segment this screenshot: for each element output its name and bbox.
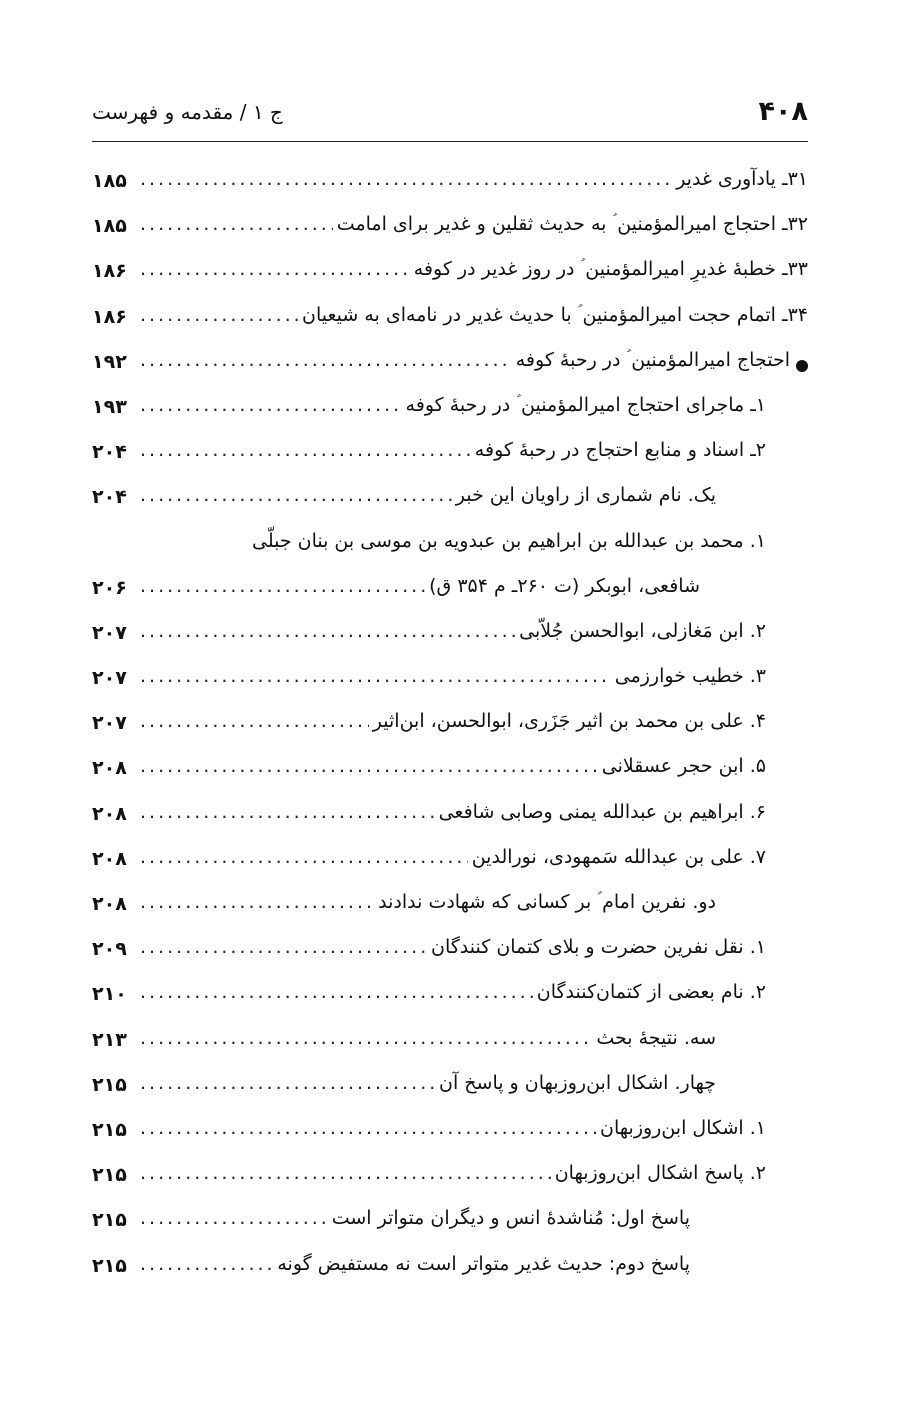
toc-title: شافعی، ابوبکر (ت ۲۶۰ـ م ۳۵۴ ق) (429, 574, 700, 597)
toc-page-number: ۲۰۶ (92, 576, 127, 599)
toc-title: ۱. محمد بن عبدالله بن ابراهیم بن عبدویه بن موسی بن بنان جبلّی (251, 529, 766, 552)
toc-page-number: ۲۱۵ (92, 1073, 127, 1096)
toc-entry[interactable] (92, 480, 808, 525)
toc-page-number: ۲۰۸ (92, 893, 127, 915)
toc-entry[interactable] (92, 751, 808, 796)
toc-title: ۵. ابن حجر عسقلانی (601, 755, 766, 778)
leader-dots (140, 981, 533, 1003)
toc-title: ۳۱ـ یادآوری غدیر (676, 168, 808, 190)
header-rule (92, 141, 808, 142)
toc-title: ۱ـ ماجرای احتجاج امیرالمؤمنین ؑ در رحبۀ کوفه (405, 393, 766, 416)
toc-entry[interactable] (92, 254, 808, 299)
leader-dots (140, 801, 435, 823)
toc-entry-first-line[interactable] (92, 526, 808, 571)
leader-dots (140, 304, 298, 326)
table-of-contents (92, 164, 808, 1294)
leader-dots (140, 1253, 273, 1275)
toc-title: ۳۲ـ احتجاج امیرالمؤمنین ؑ به حدیث ثقلین و غدیر برای امامت (336, 213, 808, 236)
toc-entry[interactable] (92, 164, 808, 209)
running-title: ج ۱ / مقدمه و فهرست (92, 100, 283, 124)
toc-title: ۱. اشکال ابن‌روزبهان (600, 1116, 766, 1139)
toc-title: چهار. اشکال ابن‌روزبهان و پاسخ آن (438, 1071, 716, 1094)
toc-page-number: ۲۱۵ (92, 1118, 127, 1141)
toc-title: پاسخ اول: مُناشدۀ انس و دیگران متواتر است (331, 1207, 690, 1230)
toc-title: ۶. ابراهیم بن عبدالله یمنی وصابی شافعی (438, 800, 766, 823)
toc-page-number: ۲۱۵ (92, 1164, 127, 1187)
leader-dots (140, 891, 374, 913)
leader-dots (140, 1162, 551, 1184)
bullet-icon (796, 360, 808, 372)
toc-page-number: ۲۰۸ (92, 802, 127, 825)
toc-title: ۳. خطیب خوارزمی (614, 665, 766, 688)
toc-title: ۲. نام بعضی از کتمان‌کنندگان (536, 981, 766, 1004)
toc-title: ۳۳ـ خطبۀ غدیرِ امیرالمؤمنین ؑ در روز غدیر در کوفه (413, 258, 808, 281)
toc-title: یک. نام شماری از راویان این خبر (455, 484, 716, 507)
toc-page-number: ۲۰۴ (92, 486, 127, 509)
toc-page-number: ۲۰۸ (92, 847, 127, 870)
toc-page-number: ۱۹۳ (92, 395, 127, 418)
toc-page-number: ۲۰۹ (92, 938, 127, 961)
toc-page-number: ۱۸۶ (92, 260, 127, 283)
leader-dots (140, 349, 512, 371)
leader-dots (140, 755, 598, 777)
toc-title: ۳۴ـ اتمام حجت امیرالمؤمنین ؑ با حدیث غدیر در نامه‌ای به شیعیان (302, 303, 808, 326)
toc-entry[interactable] (92, 209, 808, 254)
toc-page-number: ۱۹۲ (92, 350, 127, 373)
toc-entry[interactable] (92, 616, 808, 661)
toc-title: پاسخ دوم: حدیث غدیر متواتر است نه مستفیض گونه (277, 1252, 690, 1275)
toc-title: ۲. پاسخ اشکال ابن‌روزبهان (554, 1162, 766, 1185)
leader-dots (140, 1072, 435, 1094)
toc-entry[interactable] (92, 797, 808, 842)
toc-entry[interactable] (92, 1203, 808, 1248)
leader-dots (140, 575, 425, 597)
toc-entry[interactable] (92, 932, 808, 977)
toc-page-number: ۲۱۵ (92, 1209, 127, 1232)
leader-dots (140, 710, 369, 732)
page-number: ۴۰۸ (758, 96, 808, 127)
leader-dots (140, 439, 471, 461)
toc-title: ۴. علی بن محمد بن اثیر جَزَری، ابوالحسن، ابن‌اثیر (372, 710, 766, 733)
leader-dots (140, 168, 672, 190)
leader-dots (140, 665, 611, 687)
toc-page-number: ۱۸۶ (92, 305, 127, 328)
toc-entry[interactable] (92, 887, 808, 932)
leader-dots (140, 394, 402, 416)
toc-page-number: ۲۰۸ (92, 757, 127, 780)
toc-title: ۷. علی بن عبدالله سَمهودی، نورالدین (471, 845, 766, 868)
toc-entry[interactable] (92, 661, 808, 706)
toc-title: دو. نفرین امام ؑ بر کسانی که شهادت ندادند (378, 891, 716, 913)
toc-entry-continuation[interactable] (92, 571, 808, 616)
toc-entry[interactable] (92, 390, 808, 435)
toc-title: احتجاج امیرالمؤمنین ؑ در رحبۀ کوفه (515, 348, 790, 371)
leader-dots (140, 936, 427, 958)
toc-entry[interactable] (92, 435, 808, 480)
toc-section-entry[interactable] (92, 345, 808, 390)
leader-dots (140, 846, 468, 868)
leader-dots (140, 620, 515, 642)
leader-dots (140, 1027, 592, 1049)
leader-dots (140, 1117, 596, 1139)
toc-page-number: ۱۸۵ (92, 215, 127, 238)
toc-page-number: ۲۱۵ (92, 1254, 127, 1277)
toc-page-number: ۲۰۷ (92, 712, 127, 735)
leader-dots (140, 1207, 328, 1229)
page-header (92, 96, 808, 136)
toc-entry[interactable] (92, 1113, 808, 1158)
toc-entry[interactable] (92, 300, 808, 345)
toc-title: ۲ـ اسناد و منابع احتجاج در رحبۀ کوفه (474, 439, 766, 462)
toc-title: ۱. نقل نفرین حضرت و بلای کتمان کنندگان (431, 936, 766, 959)
toc-entry[interactable] (92, 1068, 808, 1113)
toc-entry[interactable] (92, 1249, 808, 1294)
leader-dots (140, 213, 333, 235)
toc-entry[interactable] (92, 977, 808, 1022)
toc-title: سه. نتیجۀ بحث (596, 1026, 716, 1049)
toc-page-number: ۲۰۷ (92, 621, 127, 644)
toc-entry[interactable] (92, 706, 808, 751)
leader-dots (140, 484, 452, 506)
toc-title: ۲. ابن مَغازلی، ابوالحسن جُلاّبی (519, 619, 766, 642)
toc-page-number: ۲۱۳ (92, 1028, 127, 1051)
toc-entry[interactable] (92, 1158, 808, 1203)
toc-page-number: ۲۰۴ (92, 441, 127, 464)
toc-entry[interactable] (92, 842, 808, 887)
toc-page-number: ۱۸۵ (92, 170, 127, 192)
leader-dots (140, 258, 410, 280)
toc-page-number: ۲۰۷ (92, 667, 127, 690)
toc-page-number: ۲۱۰ (92, 983, 127, 1006)
toc-entry[interactable] (92, 1023, 808, 1068)
